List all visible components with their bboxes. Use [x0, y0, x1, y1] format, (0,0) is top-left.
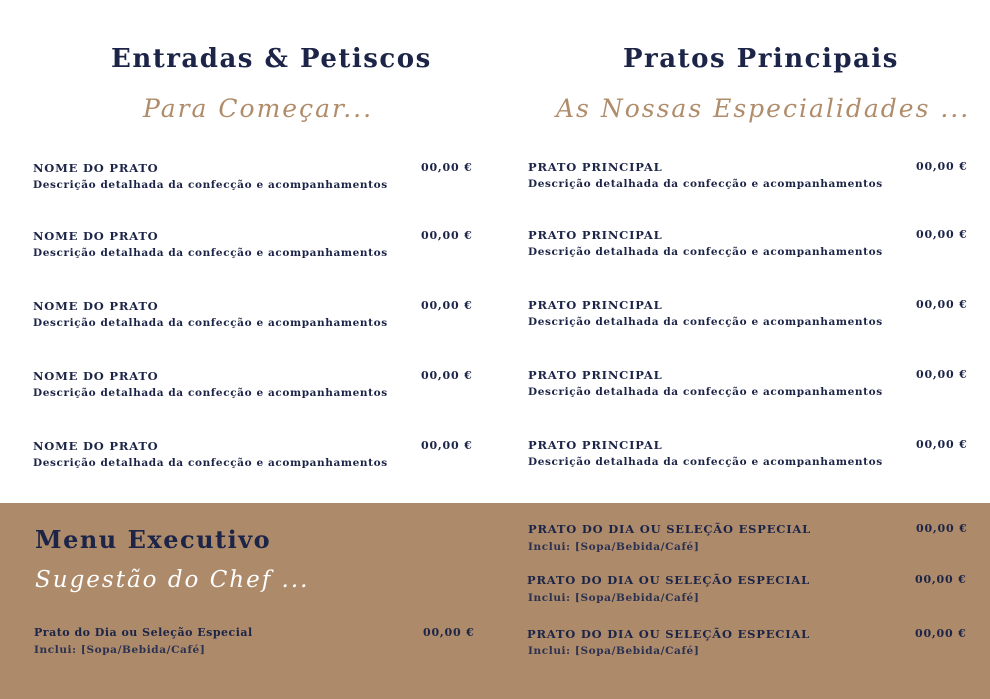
executive-right-item	[528, 522, 968, 562]
executive-menu-subtitle: Sugestão do Chef ...	[35, 567, 310, 593]
executive-left-item	[34, 626, 474, 666]
exec-dish-name: PRATO DO DIA OU SELEÇÃO ESPECIAL	[528, 522, 812, 536]
left-menu-item	[33, 299, 473, 339]
dish-description: Descrição detalhada da confecção e acompanhamentos	[33, 457, 388, 469]
dish-price: 00,00 €	[916, 438, 968, 451]
exec-dish-price: 00,00 €	[915, 627, 967, 640]
exec-dish-description: Inclui: [Sopa/Bebida/Café]	[528, 645, 700, 657]
dish-price: 00,00 €	[916, 298, 968, 311]
dish-price: 00,00 €	[421, 439, 473, 452]
executive-right-item	[527, 573, 967, 613]
dish-price: 00,00 €	[916, 228, 968, 241]
left-section-title: Entradas & Petiscos	[111, 44, 432, 74]
exec-dish-description: Inclui: [Sopa/Bebida/Café]	[528, 592, 700, 604]
dish-price: 00,00 €	[421, 299, 473, 312]
exec-dish-name: PRATO DO DIA OU SELEÇÃO ESPECIAL	[527, 573, 811, 587]
dish-name: NOME DO PRATO	[33, 161, 159, 175]
exec-dish-name: PRATO DO DIA OU SELEÇÃO ESPECIAL	[527, 627, 811, 641]
dish-name: PRATO PRINCIPAL	[528, 368, 663, 382]
right-menu-item	[528, 368, 968, 408]
executive-right-item	[527, 627, 967, 667]
right-section-subtitle: As Nossas Especialidades ...	[556, 94, 971, 123]
dish-description: Descrição detalhada da confecção e acompanhamentos	[33, 247, 388, 259]
exec-dish-description: Inclui: [Sopa/Bebida/Café]	[34, 644, 206, 656]
dish-name: PRATO PRINCIPAL	[528, 228, 663, 242]
left-menu-item	[33, 439, 473, 479]
dish-price: 00,00 €	[421, 369, 473, 382]
right-menu-item	[528, 438, 968, 478]
left-menu-item	[33, 369, 473, 409]
right-menu-item	[528, 298, 968, 338]
exec-dish-price: 00,00 €	[423, 626, 475, 639]
left-menu-item	[33, 161, 473, 201]
right-section-title: Pratos Principais	[623, 44, 899, 74]
executive-menu-title: Menu Executivo	[35, 525, 272, 554]
dish-name: NOME DO PRATO	[33, 229, 159, 243]
dish-name: PRATO PRINCIPAL	[528, 298, 663, 312]
dish-name: NOME DO PRATO	[33, 299, 159, 313]
left-menu-item	[33, 229, 473, 269]
dish-price: 00,00 €	[916, 368, 968, 381]
exec-dish-description: Inclui: [Sopa/Bebida/Café]	[528, 541, 700, 553]
dish-price: 00,00 €	[421, 161, 473, 174]
dish-description: Descrição detalhada da confecção e acompanhamentos	[528, 386, 883, 398]
dish-description: Descrição detalhada da confecção e acompanhamentos	[528, 178, 883, 190]
dish-price: 00,00 €	[916, 160, 968, 173]
dish-price: 00,00 €	[421, 229, 473, 242]
dish-description: Descrição detalhada da confecção e acompanhamentos	[528, 456, 883, 468]
dish-description: Descrição detalhada da confecção e acompanhamentos	[528, 246, 883, 258]
exec-dish-price: 00,00 €	[915, 573, 967, 586]
dish-name: PRATO PRINCIPAL	[528, 160, 663, 174]
dish-description: Descrição detalhada da confecção e acompanhamentos	[33, 387, 388, 399]
left-section-subtitle: Para Começar...	[143, 94, 374, 123]
right-menu-item	[528, 160, 968, 200]
exec-dish-price: 00,00 €	[916, 522, 968, 535]
dish-description: Descrição detalhada da confecção e acompanhamentos	[33, 317, 388, 329]
exec-dish-name: Prato do Dia ou Seleção Especial	[34, 626, 253, 639]
dish-description: Descrição detalhada da confecção e acompanhamentos	[528, 316, 883, 328]
dish-name: NOME DO PRATO	[33, 439, 159, 453]
dish-name: PRATO PRINCIPAL	[528, 438, 663, 452]
dish-description: Descrição detalhada da confecção e acompanhamentos	[33, 179, 388, 191]
right-menu-item	[528, 228, 968, 268]
dish-name: NOME DO PRATO	[33, 369, 159, 383]
